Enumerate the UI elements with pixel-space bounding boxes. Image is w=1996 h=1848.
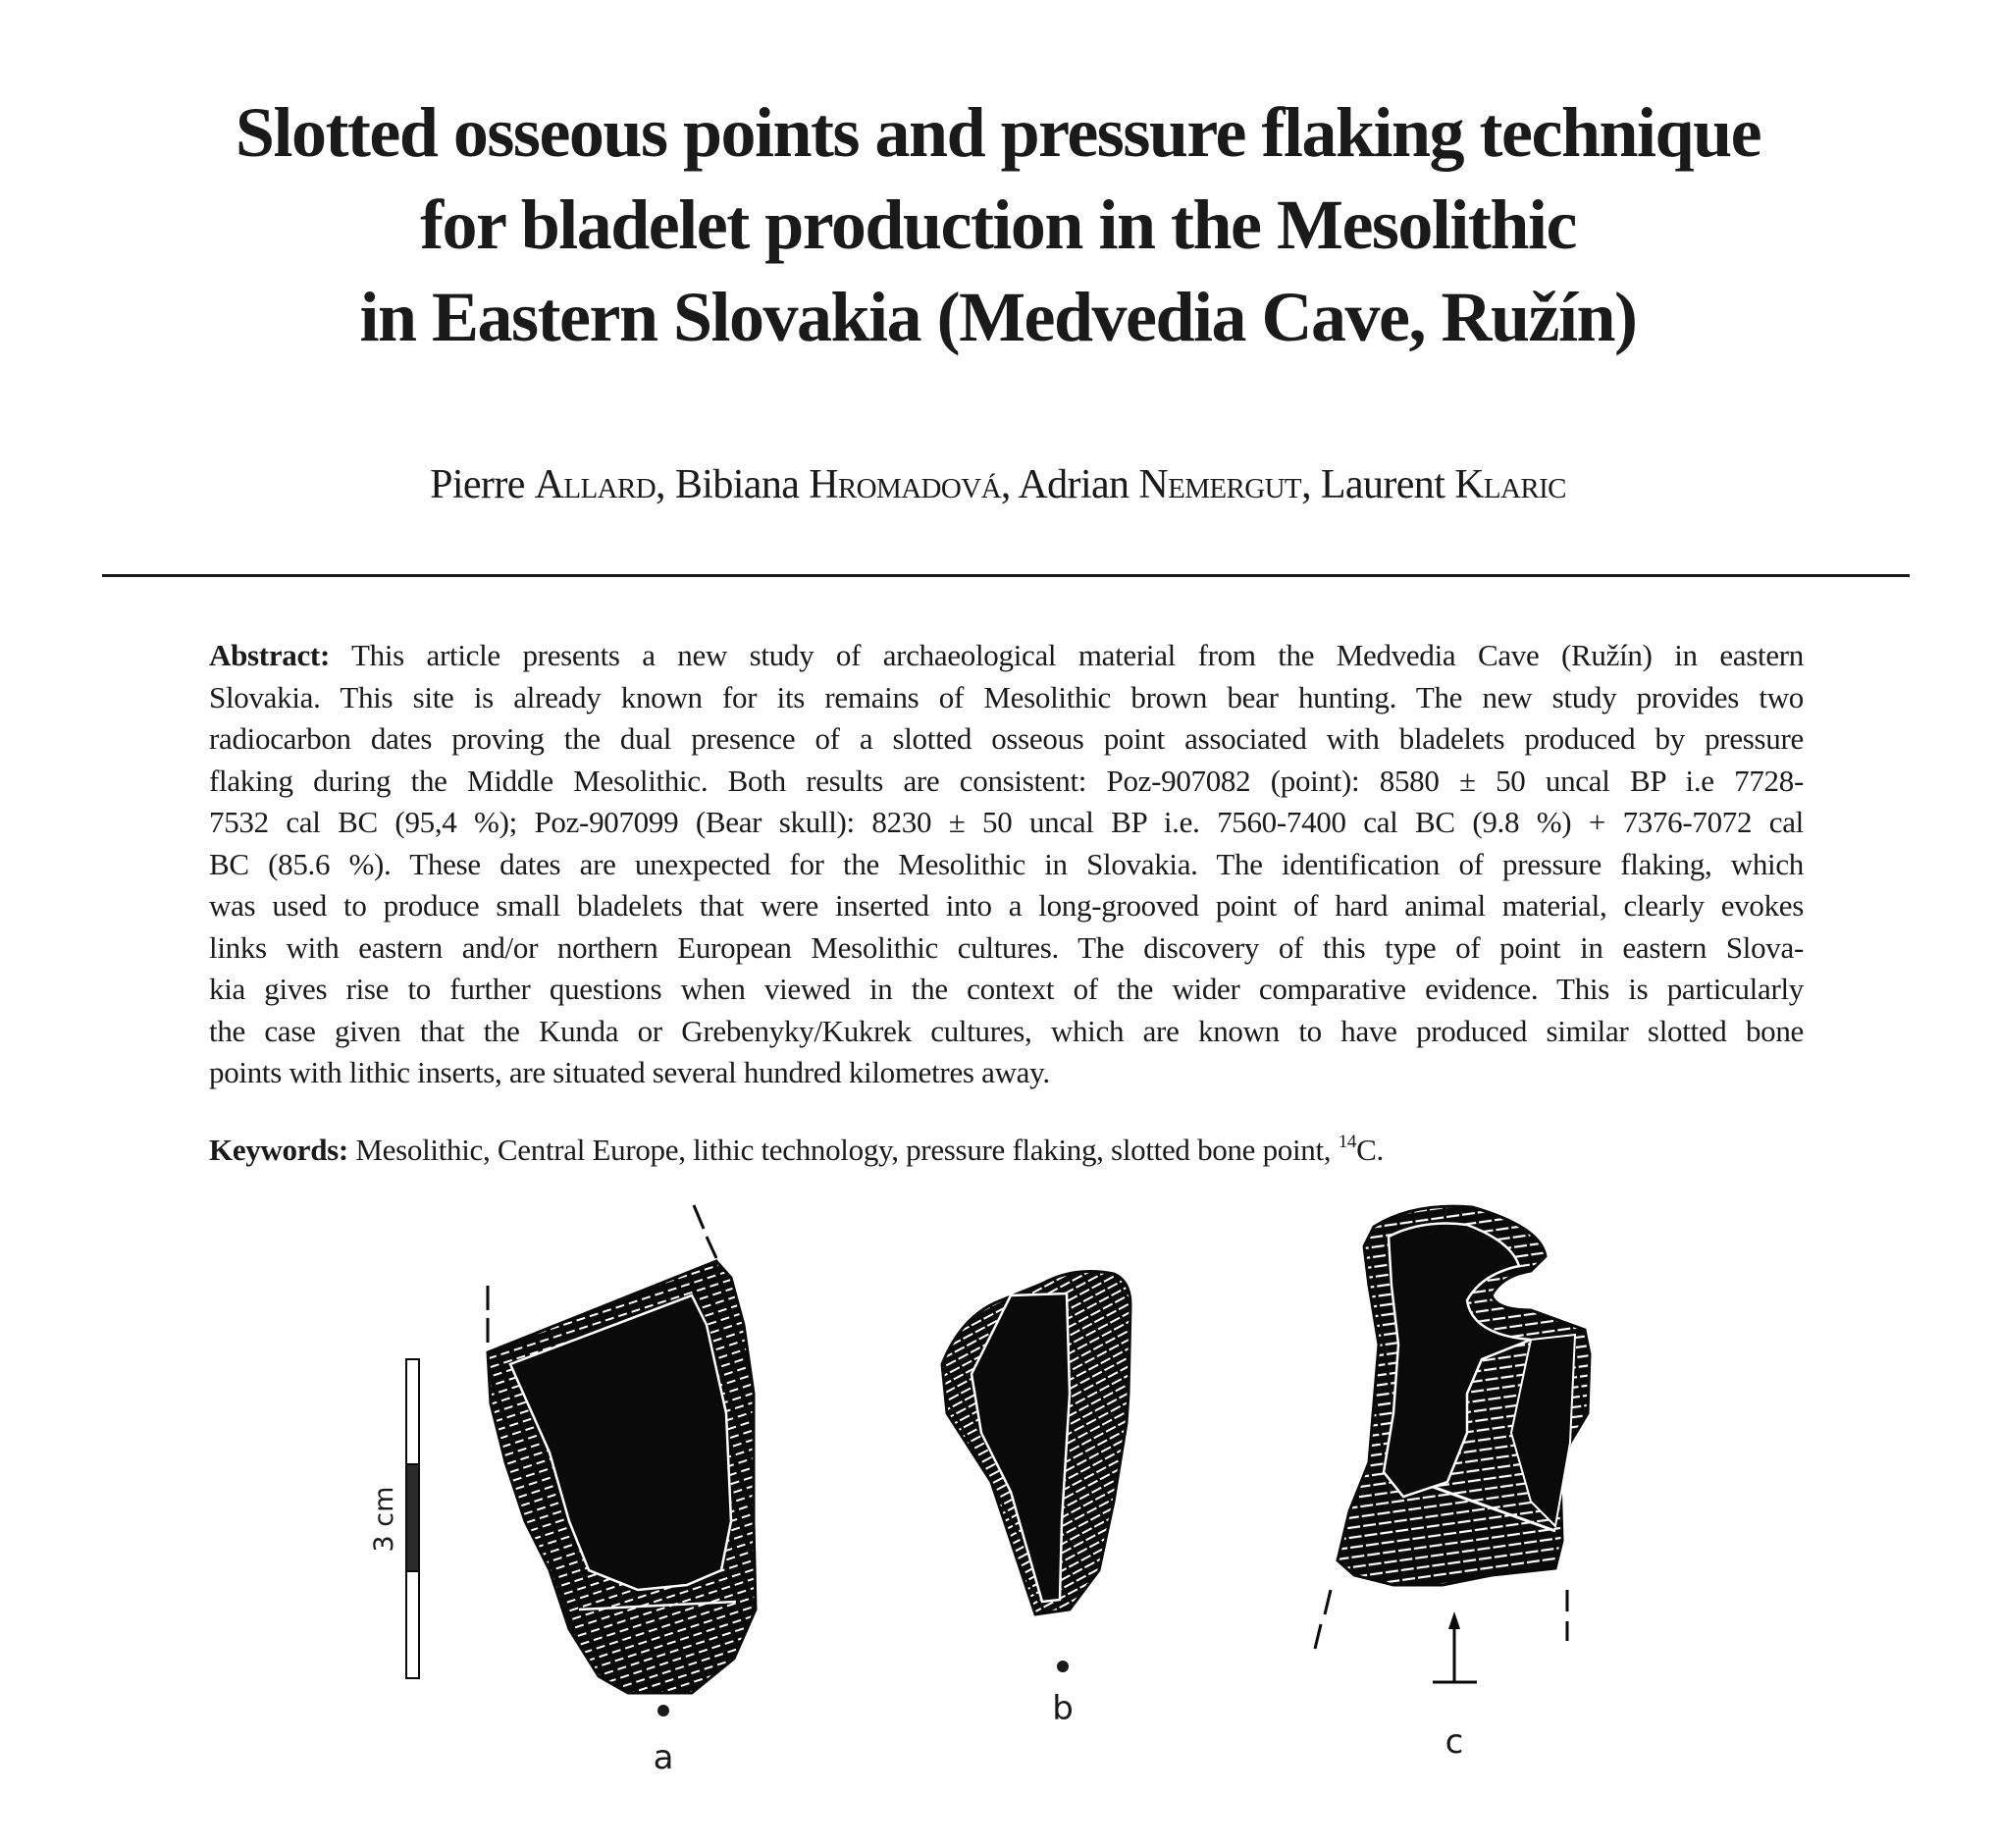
scale-segment-white <box>406 1571 419 1678</box>
artifact-a <box>488 1205 756 1777</box>
author <box>675 462 1011 507</box>
abstract-line: radiocarbon dates proving the dual presence of a slotted osseous point associated with bladelets produced by pressure <box>209 721 1804 756</box>
title-line: for bladelet production in the Mesolithic <box>420 185 1576 264</box>
figure-label-b: b <box>1052 1689 1074 1728</box>
abstract-line <box>209 635 1804 677</box>
author-separator: , <box>656 462 665 507</box>
artifact-figure <box>0 1197 1996 1848</box>
author-last-name: Allard <box>534 462 657 507</box>
author-last-name: Hromadová <box>809 462 1001 507</box>
author-list <box>0 459 1996 510</box>
orientation-dash <box>707 1237 716 1258</box>
abstract-line: 7532 cal BC (95,4 %); Poz-907099 (Bear skull): 8230 ± 50 uncal BP i.e. 7560-7400 cal BC (9.8 %) + 7376-7072 cal <box>209 805 1804 839</box>
title-line: in Eastern Slovakia (Medvedia Cave, Ružín) <box>359 278 1637 356</box>
author <box>1321 462 1566 507</box>
scale-segment-black <box>406 1464 419 1571</box>
author-separator: , <box>1000 462 1011 507</box>
abstract-line: Slovakia. This site is already known for its remains of Mesolithic brown bear hunting. The new study provides two <box>209 679 1804 714</box>
abstract-line: points with lithic inserts, are situated several hundred kilometres away. <box>209 1055 1050 1089</box>
keywords-label: Keywords: <box>209 1133 348 1167</box>
artifact-c <box>1315 1206 1590 1762</box>
scale-bar <box>369 1359 419 1678</box>
author-first-name: Laurent <box>1320 462 1445 507</box>
abstract-line: kia gives rise to further questions when viewed in the context of the wider comparative evidence. This is particularly <box>209 972 1804 1006</box>
keywords-superscript: 14 <box>1338 1132 1357 1152</box>
author-last-name: Klaric <box>1454 462 1566 507</box>
abstract-line: BC (85.6 %). These dates are unexpected for the Mesolithic in Slovakia. The identification of pressure flaking, which <box>209 846 1804 881</box>
author-first-name: Bibiana <box>674 462 800 507</box>
orientation-dash <box>694 1205 704 1229</box>
scale-label: 3 cm <box>369 1486 399 1553</box>
abstract-line: the case given that the Kunda or Grebenyky/Kukrek cultures, which are known to have produced similar slotted bone <box>209 1013 1804 1048</box>
header-divider <box>102 574 1910 577</box>
direction-arrow-icon <box>1433 1611 1477 1682</box>
section-dot <box>657 1705 669 1716</box>
keywords-tail: C. <box>1356 1133 1384 1167</box>
section-dot <box>1057 1661 1069 1672</box>
keywords <box>209 1130 1804 1171</box>
abstract-line: links with eastern and/or northern European Mesolithic cultures. The discovery of this type of point in eastern Slova- <box>209 929 1804 965</box>
scale-segment-white <box>406 1359 419 1464</box>
abstract-label: Abstract: <box>209 638 330 672</box>
orientation-dash <box>1315 1624 1321 1649</box>
abstract <box>209 635 1804 1094</box>
paper-title <box>0 86 1996 363</box>
figure-drawing <box>0 1197 1996 1848</box>
figure-label-c: c <box>1444 1722 1464 1762</box>
abstract-line: was used to produce small bladelets that were inserted into a long-grooved point of hard animal material, clearly evokes <box>209 888 1804 923</box>
title-line: Slotted osseous points and pressure flaking technique <box>235 93 1761 172</box>
abstract-text: This article presents a new study of archaeological material from the Medvedia Cave (Ružín) in eastern <box>351 638 1804 672</box>
artifact-b <box>942 1272 1130 1728</box>
author-first-name: Adrian <box>1018 462 1129 507</box>
orientation-dash <box>1325 1590 1331 1614</box>
abstract-line: flaking during the Middle Mesolithic. Both results are consistent: Poz-907082 (point): 8580 ± 50 uncal BP i.e 7728- <box>209 763 1804 798</box>
author <box>430 462 665 507</box>
author-last-name: Nemergut <box>1138 462 1302 507</box>
author-separator: , <box>1301 462 1311 507</box>
author <box>1018 462 1311 507</box>
keywords-text: Mesolithic, Central Europe, lithic technology, pressure flaking, slotted bone point, <box>355 1133 1332 1167</box>
figure-label-a: a <box>653 1738 674 1777</box>
author-first-name: Pierre <box>430 462 525 507</box>
